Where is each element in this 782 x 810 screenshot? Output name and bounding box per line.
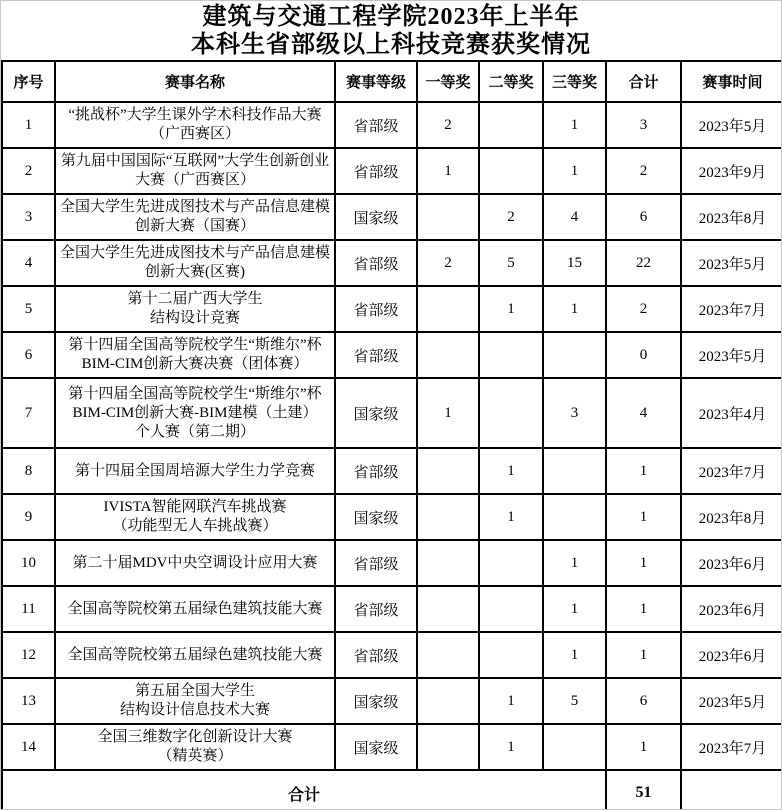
cell-second: 1 [479,286,543,332]
cell-second [479,148,543,194]
cell-level: 省部级 [335,148,417,194]
cell-index: 9 [2,494,55,540]
header-total: 合计 [606,61,681,102]
cell-first [417,540,479,586]
cell-second: 1 [479,724,543,770]
cell-first [417,194,479,240]
cell-name: 第十四届全国周培源大学生力学竞赛 [55,448,335,494]
cell-third: 1 [543,286,606,332]
cell-name: 第五届全国大学生 结构设计信息技术大赛 [55,678,335,724]
cell-second [479,332,543,378]
cell-name: 全国高等院校第五届绿色建筑技能大赛 [55,632,335,678]
cell-index: 14 [2,724,55,770]
cell-index: 5 [2,286,55,332]
cell-third [543,448,606,494]
cell-level: 省部级 [335,102,417,148]
cell-total: 0 [606,332,681,378]
cell-index: 6 [2,332,55,378]
cell-first [417,286,479,332]
header-time: 赛事时间 [681,61,782,102]
table-row [2,332,782,378]
table-row [2,678,782,724]
cell-second: 2 [479,194,543,240]
table-row [2,240,782,286]
cell-name: 第九届中国国际“互联网”大学生创新创业大赛（广西赛区） [55,148,335,194]
cell-total: 4 [606,378,681,448]
table-row [2,194,782,240]
cell-third: 1 [543,540,606,586]
table-row [2,448,782,494]
cell-index: 1 [2,102,55,148]
cell-third: 1 [543,148,606,194]
cell-time: 2023年6月 [681,632,782,678]
cell-name: 全国大学生先进成图技术与产品信息建模创新大赛（国赛） [55,194,335,240]
table-row [2,494,782,540]
cell-first: 2 [417,240,479,286]
cell-name: 第十四届全国高等院校学生“斯维尔”杯BIM-CIM创新大赛-BIM建模（土建） 个人赛（第二期） [55,378,335,448]
cell-time: 2023年4月 [681,378,782,448]
cell-total: 1 [606,448,681,494]
cell-first: 1 [417,378,479,448]
cell-second: 1 [479,448,543,494]
cell-total: 1 [606,494,681,540]
cell-index: 10 [2,540,55,586]
total-value: 51 [606,770,681,810]
cell-total: 1 [606,724,681,770]
cell-name: 全国高等院校第五届绿色建筑技能大赛 [55,586,335,632]
title-line-2: 本科生省部级以上科技竞赛获奖情况 [191,32,591,58]
cell-second: 5 [479,240,543,286]
cell-name: 第二十届MDV中央空调设计应用大赛 [55,540,335,586]
cell-time: 2023年5月 [681,678,782,724]
cell-level: 国家级 [335,194,417,240]
cell-total: 1 [606,540,681,586]
cell-second [479,102,543,148]
cell-total: 2 [606,148,681,194]
cell-second: 1 [479,678,543,724]
cell-first [417,678,479,724]
cell-third: 15 [543,240,606,286]
cell-third: 1 [543,586,606,632]
cell-total: 2 [606,286,681,332]
cell-name: 第十四届全国高等院校学生“斯维尔”杯BIM-CIM创新大赛决赛（团体赛） [55,332,335,378]
table-row [2,102,782,148]
cell-third: 3 [543,378,606,448]
cell-second: 1 [479,494,543,540]
cell-third [543,494,606,540]
cell-second [479,378,543,448]
cell-third: 1 [543,102,606,148]
page-title [1,1,781,60]
cell-level: 国家级 [335,724,417,770]
total-time-empty [681,770,782,810]
cell-index: 13 [2,678,55,724]
table-row [2,378,782,448]
cell-level: 省部级 [335,286,417,332]
header-second: 二等奖 [479,61,543,102]
cell-first [417,448,479,494]
table-row [2,724,782,770]
cell-second [479,586,543,632]
cell-index: 8 [2,448,55,494]
cell-time: 2023年5月 [681,332,782,378]
cell-third: 4 [543,194,606,240]
cell-time: 2023年6月 [681,540,782,586]
cell-index: 4 [2,240,55,286]
cell-second [479,632,543,678]
header-first: 一等奖 [417,61,479,102]
cell-second [479,540,543,586]
cell-level: 国家级 [335,678,417,724]
cell-time: 2023年7月 [681,448,782,494]
cell-time: 2023年8月 [681,194,782,240]
cell-first: 2 [417,102,479,148]
cell-first [417,586,479,632]
cell-third [543,724,606,770]
cell-time: 2023年8月 [681,494,782,540]
cell-time: 2023年5月 [681,102,782,148]
header-name: 赛事名称 [55,61,335,102]
cell-level: 国家级 [335,494,417,540]
cell-third [543,332,606,378]
cell-index: 3 [2,194,55,240]
cell-index: 12 [2,632,55,678]
table-row [2,632,782,678]
cell-total: 1 [606,632,681,678]
cell-first: 1 [417,148,479,194]
cell-name: IVISTA智能网联汽车挑战赛 （功能型无人车挑战赛） [55,494,335,540]
total-row [2,770,782,810]
header-third: 三等奖 [543,61,606,102]
cell-total: 3 [606,102,681,148]
cell-total: 6 [606,678,681,724]
cell-first [417,724,479,770]
cell-time: 2023年7月 [681,286,782,332]
cell-time: 2023年7月 [681,724,782,770]
cell-level: 省部级 [335,586,417,632]
table-row [2,586,782,632]
cell-name: 第十二届广西大学生 结构设计竞赛 [55,286,335,332]
cell-total: 6 [606,194,681,240]
awards-table [1,60,782,810]
cell-time: 2023年6月 [681,586,782,632]
cell-third: 5 [543,678,606,724]
header-index: 序号 [2,61,55,102]
title-line-1: 建筑与交通工程学院2023年上半年 [202,4,580,30]
cell-total: 1 [606,586,681,632]
cell-index: 2 [2,148,55,194]
cell-third: 1 [543,632,606,678]
cell-index: 11 [2,586,55,632]
header-level: 赛事等级 [335,61,417,102]
cell-name: 全国大学生先进成图技术与产品信息建模创新大赛(区赛) [55,240,335,286]
cell-level: 省部级 [335,632,417,678]
table-row [2,148,782,194]
total-label: 合计 [2,770,606,810]
cell-level: 省部级 [335,448,417,494]
cell-level: 省部级 [335,240,417,286]
cell-first [417,494,479,540]
cell-first [417,632,479,678]
table-row [2,286,782,332]
cell-level: 国家级 [335,378,417,448]
cell-index: 7 [2,378,55,448]
cell-level: 省部级 [335,540,417,586]
cell-name: “挑战杯”大学生课外学术科技作品大赛（广西赛区） [55,102,335,148]
cell-first [417,332,479,378]
cell-level: 省部级 [335,332,417,378]
cell-total: 22 [606,240,681,286]
cell-name: 全国三维数字化创新设计大赛 （精英赛） [55,724,335,770]
header-row [2,61,782,102]
cell-time: 2023年9月 [681,148,782,194]
cell-time: 2023年5月 [681,240,782,286]
table-row [2,540,782,586]
